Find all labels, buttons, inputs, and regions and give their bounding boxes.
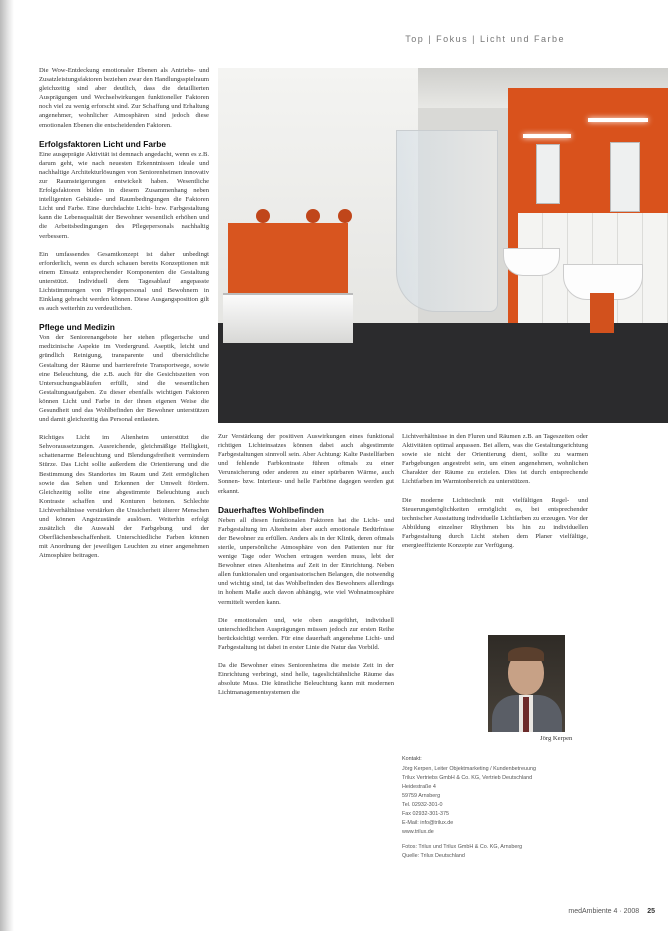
- intro-paragraph: Die Wow-Entdeckung emotionaler Ebenen als Antriebs- und Zusatzleistungsfaktoren beziehen zwar den Handlungsspielraum gleichzeitig sind aber deutlich, dass die detaillierten Ausprägungen und Wechselwirkungen funktioneller Faktoren noch viel zu wenig erforscht sind. Zur Schaffung und Erhaltung angenehmer, wohnlicher Atmosphären sind jedoch diese emotionalen Ebenen die entscheidenden Faktoren.: [39, 67, 209, 129]
- paragraph: Zur Verstärkung der positiven Auswirkungen eines funktional richtigen Lichteinsatzes können dabei auch abgestimmte Farbgestaltungen sinnvoll sein. Aber Achtung: Kalte Pastellfarben und fehlende Farbkontraste führen oftmals zu einer Verunsicherung oder anderen zu einer spürbaren Wärme, auch Sonnen- bzw. Interieur- und helle Farbtöne dagegen werden gut erkannt.: [218, 433, 394, 495]
- heading-pflege-medizin: Pflege und Medizin: [39, 322, 115, 333]
- photo-credit: Fotos: Trilux und Trilux GmbH & Co. KG, Arnsberg: [402, 844, 523, 850]
- paragraph: Lichtverhältnisse in den Fluren und Räumen z.B. an Tageszeiten oder Aktivitäten optimal anpassen. Bei allem, was die Gestaltungsrichtung sowie sie nicht der Orientierung dient, sollte zu warmen Farbgebungen angestrebt sein, um einen angenehmen, wohnlichen Charakter der Räume zu erzielen. Dies ist durch entsprechende Lichtfarben im Warmtonbereich zu unterstützen.: [402, 433, 588, 486]
- portrait-hair: [508, 647, 544, 661]
- paragraph: Da die Bewohner eines Seniorenheims die meiste Zeit in der Einrichtung verbringt, sind helle, tageslichtähnliche Räume das absolute Muss. Die künstliche Beleuchtung kann mit modernen Lichtmanagementsystemen die: [218, 661, 394, 697]
- photo-basin: [503, 248, 560, 276]
- contact-line: 59759 Arnsberg: [402, 793, 441, 799]
- magazine-issue: medAmbiente 4 · 2008: [568, 908, 640, 915]
- page-footer: [568, 908, 655, 915]
- photo-lamp: [523, 134, 571, 138]
- photo-vase: [256, 209, 270, 223]
- heading-wohlbefinden: Dauerhaftes Wohlbefinden: [218, 504, 324, 515]
- page-gutter-shadow: [0, 0, 14, 931]
- contact-email[interactable]: E-Mail: info@trilux.de: [402, 820, 454, 826]
- column-3: [402, 432, 588, 559]
- photo-vase: [306, 209, 320, 223]
- page-number: 25: [647, 908, 655, 915]
- photo-mirror: [610, 142, 640, 212]
- paragraph: Neben all diesen funktionalen Faktoren hat die Licht- und Farbgestaltung im Altenheim aber auch emotionale Bedürfnisse der Bewohner zu erfüllen. Anders als in der Klinik, deren oftmals sterile, unpersönliche Atmosphäre von den Patienten nur für wenige Tage oder Wochen ertragen werden muss, lebt der Bewohner eines Altenheims auf Zeit in der Einrichtung. Neben allen funktionalen und organisatorischen Belangen, die notwendig und wichtig sind, ist das Wohlbefinden des Bewohners allerdings in hohem Maße auch davon abhängig, wie viel Wohnatmosphäre vermittelt werden kann.: [218, 516, 394, 606]
- photo-shower: [396, 130, 498, 312]
- contact-line: Heidestraße 4: [402, 784, 436, 790]
- paragraph: Ein umfassendes Gesamtkonzept ist daher unbedingt erforderlich, wenn es durch schauen bereits Konzeptionen mit einem Einsatz entsprechender Komponenten die Gestaltung unterstützt. Individuell dem Tagesablauf angepasste Lichtstimmungen von Pflegepersonal und Bewohnern in Einklang gebracht werden können. Diese Ausgangsposition gilt es auch weiterhin zu verdeutlichen.: [39, 250, 209, 313]
- contact-block: [402, 755, 602, 861]
- contact-line: Fax 02932-301-375: [402, 811, 450, 817]
- contact-label: Kontakt:: [402, 756, 422, 762]
- photo-mirror: [536, 144, 560, 204]
- portrait-caption: Jörg Kerpen: [540, 735, 573, 742]
- column-1: [39, 66, 209, 570]
- paragraph: Die emotionalen und, wie oben ausgeführt, individuell unterschiedlichen Ausprägungen müssen jedoch zur ersten Reihe berücksichtigt werden. Für eine dauerhaft angenehme Licht- und Farbgestaltung ist dabei in erster Linie die Natur das Vorbild.: [218, 616, 394, 651]
- running-head: Top | Fokus | Licht und Farbe: [405, 34, 565, 44]
- photo-bathtub: [223, 293, 353, 343]
- author-portrait: [488, 635, 565, 732]
- heading-licht-farbe: Erfolgsfaktoren Licht und Farbe: [39, 138, 167, 149]
- contact-line: Trilux Vertriebs GmbH & Co. KG, Vertrieb Deutschland: [402, 775, 533, 781]
- photo-towel: [590, 293, 614, 333]
- contact-line: Tel. 02932-301-0: [402, 802, 443, 808]
- contact-website[interactable]: www.trilux.de: [402, 829, 434, 835]
- paragraph: Richtiges Licht im Altenheim unterstützt die Sehvoraussetzungen. Ausreichende, gleichmäßige Helligkeit, schattenarme Beleuchtung und Blendungsfreiheit vermindern Stürze. Das Licht sollte außerdem die Orientierung und die Bestimmung des Standortes im Raum und Zeit ermöglichen sowie das Sehen und Erkennen der Umwelt fördern. Gleichzeitig sollte eine abgestimmte Beleuchtung auch Kontraste schaffen und Konturen betonen. Schlechte Lichtverhältnisse verstärken die Unsicherheit älterer Menschen und können Angstzustände auslösen. Weiterhin erfolgt zusätzlich die Auswahl der Farbgebung und der Oberflächenbeschaffenheit. Unterschiedliche Farben können mit Anordnung der jeweiligen Leuchten zu einer angenehmen Atmosphäre beitragen.: [39, 434, 209, 560]
- photo-vase: [338, 209, 352, 223]
- photo-lamp: [588, 118, 648, 122]
- column-2: [218, 432, 394, 706]
- source-credit: Quelle: Trilux Deutschland: [402, 853, 465, 859]
- contact-line: Jörg Kerpen, Leiter Objektmarketing / Kundenbetreuung: [402, 766, 536, 772]
- portrait-tie: [523, 697, 529, 732]
- paragraph: Eine ausgeprägte Aktivität ist demnach angedacht, wenn es z.B. darum geht, wie nach neuesten Erkenntnissen ideale und nachhaltige Architekturlösungen von Seniorenheimen innovativ zur Raumsteigerungen entwickelt haben. Wesentliche Erfolgsfaktoren bilden in diesem Zusammenhang neben intelligenten Gebäude- und Raumbedingungen die Faktoren Licht und Farbe. Eine durchdachte Licht- bzw. Farbgestaltung kann die Lebensqualität der Bewohner wesentlich erhöhen und die Arbeitsbedingungen des Pflegepersonals nachhaltig verbessern.: [39, 150, 209, 240]
- bathroom-photo: [218, 68, 668, 423]
- paragraph: Von der Seniorenangebote her stehen pflegerische und medizinische Aspekte im Vordergrund. Aseptik, leicht und gründlich Reinigung, transparente und übersichtliche Gestaltung der Räume und barrierefreie Transportwege, sowie eine Beleuchtung, die z.B. auch für die Gesichtszeiten von Untersuchungsabläufen erfüllt, sind die wesentlichen Gestaltungsaufgaben. Zu dieser ebenfalls wichtigen Faktoren können Licht und Farbe in der ihnen eigenen Weise die Gesundheit und das Wohlbefinden der Bewohner unterstützen und damit gleichzeitig das Personal entlasten.: [39, 334, 209, 424]
- paragraph: Die moderne Lichttechnik mit vielfältigen Regel- und Steuerungsmöglichkeiten ermöglicht es, bei entsprechender technischer Ausstattung individuelle Lichtfarben zu erzeugen. Vor der Abbildung einzelner Rhythmen bis hin zu individuellen Farbgestaltung durch Licht stehen dem Planer vielfältige, energieeffiziente Konzepte zur Verfügung.: [402, 496, 588, 550]
